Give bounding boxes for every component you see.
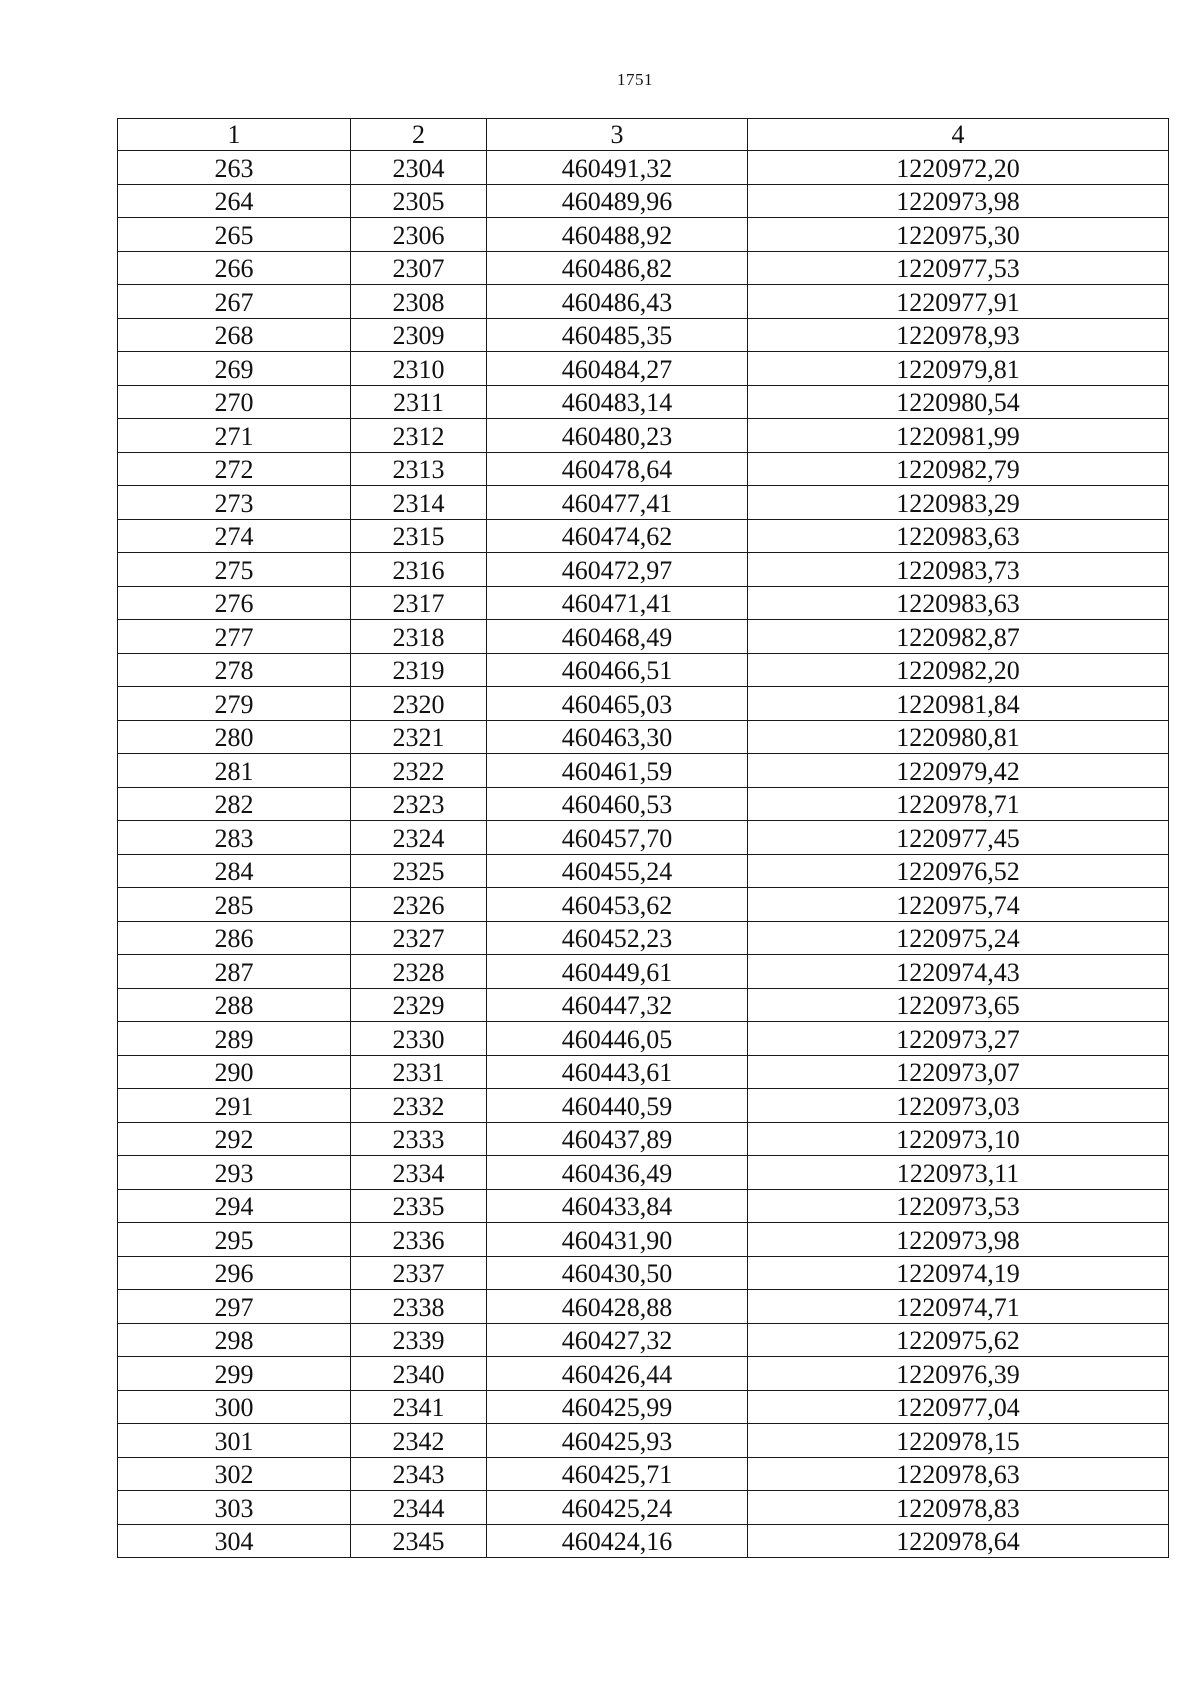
table-row xyxy=(118,1156,1169,1190)
cell-point-number: 276 xyxy=(118,586,351,620)
table-row xyxy=(118,1323,1169,1357)
cell-id: 2337 xyxy=(351,1256,487,1290)
cell-y-coordinate: 1220983,29 xyxy=(748,486,1169,520)
cell-id: 2323 xyxy=(351,787,487,821)
cell-x-coordinate: 460449,61 xyxy=(487,955,748,989)
cell-id: 2304 xyxy=(351,151,487,185)
cell-point-number: 267 xyxy=(118,285,351,319)
cell-y-coordinate: 1220979,81 xyxy=(748,352,1169,386)
cell-id: 2324 xyxy=(351,821,487,855)
cell-y-coordinate: 1220977,53 xyxy=(748,251,1169,285)
cell-id: 2330 xyxy=(351,1022,487,1056)
cell-point-number: 304 xyxy=(118,1524,351,1558)
cell-y-coordinate: 1220973,03 xyxy=(748,1089,1169,1123)
cell-y-coordinate: 1220983,63 xyxy=(748,519,1169,553)
cell-id: 2308 xyxy=(351,285,487,319)
cell-x-coordinate: 460425,24 xyxy=(487,1491,748,1525)
cell-x-coordinate: 460460,53 xyxy=(487,787,748,821)
table-row xyxy=(118,1457,1169,1491)
table-row xyxy=(118,620,1169,654)
cell-id: 2332 xyxy=(351,1089,487,1123)
cell-point-number: 279 xyxy=(118,687,351,721)
table-row xyxy=(118,720,1169,754)
cell-id: 2342 xyxy=(351,1424,487,1458)
cell-id: 2313 xyxy=(351,452,487,486)
cell-x-coordinate: 460425,99 xyxy=(487,1390,748,1424)
cell-y-coordinate: 1220978,64 xyxy=(748,1524,1169,1558)
table-row xyxy=(118,486,1169,520)
cell-y-coordinate: 1220978,93 xyxy=(748,318,1169,352)
cell-y-coordinate: 1220976,52 xyxy=(748,854,1169,888)
cell-point-number: 271 xyxy=(118,419,351,453)
cell-y-coordinate: 1220977,45 xyxy=(748,821,1169,855)
cell-point-number: 290 xyxy=(118,1055,351,1089)
cell-y-coordinate: 1220981,99 xyxy=(748,419,1169,453)
cell-id: 2344 xyxy=(351,1491,487,1525)
table-row xyxy=(118,1223,1169,1257)
table-row xyxy=(118,1089,1169,1123)
table-row xyxy=(118,519,1169,553)
cell-point-number: 285 xyxy=(118,888,351,922)
column-header-4: 4 xyxy=(748,119,1169,151)
cell-point-number: 274 xyxy=(118,519,351,553)
cell-y-coordinate: 1220980,54 xyxy=(748,385,1169,419)
cell-id: 2317 xyxy=(351,586,487,620)
coordinates-table xyxy=(117,118,1169,1558)
cell-point-number: 273 xyxy=(118,486,351,520)
cell-x-coordinate: 460486,82 xyxy=(487,251,748,285)
cell-x-coordinate: 460486,43 xyxy=(487,285,748,319)
cell-x-coordinate: 460425,93 xyxy=(487,1424,748,1458)
cell-point-number: 264 xyxy=(118,184,351,218)
cell-id: 2321 xyxy=(351,720,487,754)
table-row xyxy=(118,1390,1169,1424)
cell-id: 2327 xyxy=(351,921,487,955)
cell-x-coordinate: 460483,14 xyxy=(487,385,748,419)
table-row xyxy=(118,1122,1169,1156)
cell-y-coordinate: 1220973,98 xyxy=(748,1223,1169,1257)
cell-y-coordinate: 1220978,83 xyxy=(748,1491,1169,1525)
table-row xyxy=(118,1524,1169,1558)
cell-point-number: 292 xyxy=(118,1122,351,1156)
cell-y-coordinate: 1220983,63 xyxy=(748,586,1169,620)
table-row xyxy=(118,687,1169,721)
cell-id: 2311 xyxy=(351,385,487,419)
cell-point-number: 303 xyxy=(118,1491,351,1525)
cell-x-coordinate: 460461,59 xyxy=(487,754,748,788)
cell-point-number: 266 xyxy=(118,251,351,285)
cell-y-coordinate: 1220977,91 xyxy=(748,285,1169,319)
column-header-2: 2 xyxy=(351,119,487,151)
cell-id: 2310 xyxy=(351,352,487,386)
cell-y-coordinate: 1220982,79 xyxy=(748,452,1169,486)
cell-point-number: 301 xyxy=(118,1424,351,1458)
cell-point-number: 302 xyxy=(118,1457,351,1491)
cell-x-coordinate: 460447,32 xyxy=(487,988,748,1022)
cell-point-number: 299 xyxy=(118,1357,351,1391)
cell-point-number: 294 xyxy=(118,1189,351,1223)
cell-id: 2333 xyxy=(351,1122,487,1156)
table-row xyxy=(118,553,1169,587)
cell-y-coordinate: 1220974,71 xyxy=(748,1290,1169,1324)
cell-y-coordinate: 1220975,30 xyxy=(748,218,1169,252)
table-row xyxy=(118,921,1169,955)
cell-x-coordinate: 460433,84 xyxy=(487,1189,748,1223)
table-row xyxy=(118,184,1169,218)
cell-y-coordinate: 1220977,04 xyxy=(748,1390,1169,1424)
cell-point-number: 291 xyxy=(118,1089,351,1123)
cell-point-number: 280 xyxy=(118,720,351,754)
cell-x-coordinate: 460455,24 xyxy=(487,854,748,888)
cell-x-coordinate: 460424,16 xyxy=(487,1524,748,1558)
cell-y-coordinate: 1220974,19 xyxy=(748,1256,1169,1290)
cell-x-coordinate: 460427,32 xyxy=(487,1323,748,1357)
cell-point-number: 300 xyxy=(118,1390,351,1424)
cell-id: 2341 xyxy=(351,1390,487,1424)
cell-y-coordinate: 1220975,24 xyxy=(748,921,1169,955)
cell-point-number: 295 xyxy=(118,1223,351,1257)
table-row xyxy=(118,218,1169,252)
cell-x-coordinate: 460484,27 xyxy=(487,352,748,386)
cell-y-coordinate: 1220979,42 xyxy=(748,754,1169,788)
cell-point-number: 263 xyxy=(118,151,351,185)
table-row xyxy=(118,754,1169,788)
cell-point-number: 289 xyxy=(118,1022,351,1056)
cell-y-coordinate: 1220973,07 xyxy=(748,1055,1169,1089)
cell-x-coordinate: 460472,97 xyxy=(487,553,748,587)
cell-x-coordinate: 460437,89 xyxy=(487,1122,748,1156)
cell-id: 2325 xyxy=(351,854,487,888)
cell-id: 2328 xyxy=(351,955,487,989)
cell-id: 2345 xyxy=(351,1524,487,1558)
cell-x-coordinate: 460480,23 xyxy=(487,419,748,453)
cell-id: 2322 xyxy=(351,754,487,788)
cell-id: 2306 xyxy=(351,218,487,252)
cell-y-coordinate: 1220974,43 xyxy=(748,955,1169,989)
cell-point-number: 282 xyxy=(118,787,351,821)
table-header-row xyxy=(118,119,1169,151)
table-row xyxy=(118,285,1169,319)
cell-x-coordinate: 460463,30 xyxy=(487,720,748,754)
cell-y-coordinate: 1220978,63 xyxy=(748,1457,1169,1491)
cell-y-coordinate: 1220975,62 xyxy=(748,1323,1169,1357)
cell-id: 2334 xyxy=(351,1156,487,1190)
cell-point-number: 286 xyxy=(118,921,351,955)
cell-point-number: 293 xyxy=(118,1156,351,1190)
table-row xyxy=(118,586,1169,620)
table-row xyxy=(118,988,1169,1022)
cell-x-coordinate: 460425,71 xyxy=(487,1457,748,1491)
cell-x-coordinate: 460471,41 xyxy=(487,586,748,620)
table-row xyxy=(118,1256,1169,1290)
cell-id: 2340 xyxy=(351,1357,487,1391)
cell-point-number: 269 xyxy=(118,352,351,386)
cell-y-coordinate: 1220972,20 xyxy=(748,151,1169,185)
cell-x-coordinate: 460443,61 xyxy=(487,1055,748,1089)
table-row xyxy=(118,151,1169,185)
cell-x-coordinate: 460485,35 xyxy=(487,318,748,352)
table-row xyxy=(118,888,1169,922)
cell-y-coordinate: 1220983,73 xyxy=(748,553,1169,587)
cell-y-coordinate: 1220975,74 xyxy=(748,888,1169,922)
cell-point-number: 296 xyxy=(118,1256,351,1290)
cell-id: 2307 xyxy=(351,251,487,285)
cell-id: 2338 xyxy=(351,1290,487,1324)
cell-x-coordinate: 460436,49 xyxy=(487,1156,748,1190)
cell-id: 2335 xyxy=(351,1189,487,1223)
cell-y-coordinate: 1220973,98 xyxy=(748,184,1169,218)
column-header-3: 3 xyxy=(487,119,748,151)
cell-point-number: 298 xyxy=(118,1323,351,1357)
cell-y-coordinate: 1220980,81 xyxy=(748,720,1169,754)
table-row xyxy=(118,419,1169,453)
table-row xyxy=(118,1357,1169,1391)
table-row xyxy=(118,1290,1169,1324)
cell-x-coordinate: 460491,32 xyxy=(487,151,748,185)
table-row xyxy=(118,318,1169,352)
cell-y-coordinate: 1220973,27 xyxy=(748,1022,1169,1056)
cell-x-coordinate: 460465,03 xyxy=(487,687,748,721)
cell-x-coordinate: 460426,44 xyxy=(487,1357,748,1391)
cell-id: 2305 xyxy=(351,184,487,218)
table-row xyxy=(118,352,1169,386)
cell-x-coordinate: 460457,70 xyxy=(487,821,748,855)
cell-id: 2331 xyxy=(351,1055,487,1089)
table-row xyxy=(118,251,1169,285)
cell-point-number: 288 xyxy=(118,988,351,1022)
table-row xyxy=(118,1189,1169,1223)
cell-x-coordinate: 460453,62 xyxy=(487,888,748,922)
page-number: 1751 xyxy=(617,70,653,89)
cell-x-coordinate: 460446,05 xyxy=(487,1022,748,1056)
cell-point-number: 278 xyxy=(118,653,351,687)
table-row xyxy=(118,1055,1169,1089)
cell-y-coordinate: 1220973,65 xyxy=(748,988,1169,1022)
cell-y-coordinate: 1220982,87 xyxy=(748,620,1169,654)
cell-x-coordinate: 460478,64 xyxy=(487,452,748,486)
cell-id: 2314 xyxy=(351,486,487,520)
cell-y-coordinate: 1220978,71 xyxy=(748,787,1169,821)
column-header-1: 1 xyxy=(118,119,351,151)
cell-id: 2339 xyxy=(351,1323,487,1357)
table-body xyxy=(118,151,1169,1558)
table-row xyxy=(118,1424,1169,1458)
table-row xyxy=(118,821,1169,855)
cell-y-coordinate: 1220978,15 xyxy=(748,1424,1169,1458)
cell-id: 2309 xyxy=(351,318,487,352)
cell-id: 2320 xyxy=(351,687,487,721)
cell-point-number: 275 xyxy=(118,553,351,587)
cell-x-coordinate: 460477,41 xyxy=(487,486,748,520)
cell-x-coordinate: 460466,51 xyxy=(487,653,748,687)
cell-y-coordinate: 1220973,10 xyxy=(748,1122,1169,1156)
cell-y-coordinate: 1220976,39 xyxy=(748,1357,1169,1391)
table-row xyxy=(118,854,1169,888)
table-row xyxy=(118,955,1169,989)
cell-id: 2326 xyxy=(351,888,487,922)
cell-point-number: 277 xyxy=(118,620,351,654)
cell-point-number: 265 xyxy=(118,218,351,252)
table-row xyxy=(118,1022,1169,1056)
cell-point-number: 284 xyxy=(118,854,351,888)
cell-x-coordinate: 460489,96 xyxy=(487,184,748,218)
cell-point-number: 283 xyxy=(118,821,351,855)
table-row xyxy=(118,452,1169,486)
cell-point-number: 297 xyxy=(118,1290,351,1324)
table-row xyxy=(118,653,1169,687)
cell-id: 2318 xyxy=(351,620,487,654)
cell-x-coordinate: 460452,23 xyxy=(487,921,748,955)
cell-id: 2343 xyxy=(351,1457,487,1491)
cell-point-number: 281 xyxy=(118,754,351,788)
table-row xyxy=(118,385,1169,419)
cell-x-coordinate: 460474,62 xyxy=(487,519,748,553)
cell-point-number: 272 xyxy=(118,452,351,486)
cell-point-number: 287 xyxy=(118,955,351,989)
cell-id: 2329 xyxy=(351,988,487,1022)
table-row xyxy=(118,787,1169,821)
table-row xyxy=(118,1491,1169,1525)
cell-x-coordinate: 460428,88 xyxy=(487,1290,748,1324)
cell-id: 2316 xyxy=(351,553,487,587)
cell-x-coordinate: 460431,90 xyxy=(487,1223,748,1257)
cell-id: 2336 xyxy=(351,1223,487,1257)
cell-id: 2315 xyxy=(351,519,487,553)
cell-x-coordinate: 460488,92 xyxy=(487,218,748,252)
cell-y-coordinate: 1220982,20 xyxy=(748,653,1169,687)
cell-x-coordinate: 460430,50 xyxy=(487,1256,748,1290)
cell-y-coordinate: 1220973,11 xyxy=(748,1156,1169,1190)
cell-id: 2319 xyxy=(351,653,487,687)
cell-y-coordinate: 1220973,53 xyxy=(748,1189,1169,1223)
cell-point-number: 268 xyxy=(118,318,351,352)
cell-x-coordinate: 460468,49 xyxy=(487,620,748,654)
cell-id: 2312 xyxy=(351,419,487,453)
cell-point-number: 270 xyxy=(118,385,351,419)
cell-x-coordinate: 460440,59 xyxy=(487,1089,748,1123)
cell-y-coordinate: 1220981,84 xyxy=(748,687,1169,721)
